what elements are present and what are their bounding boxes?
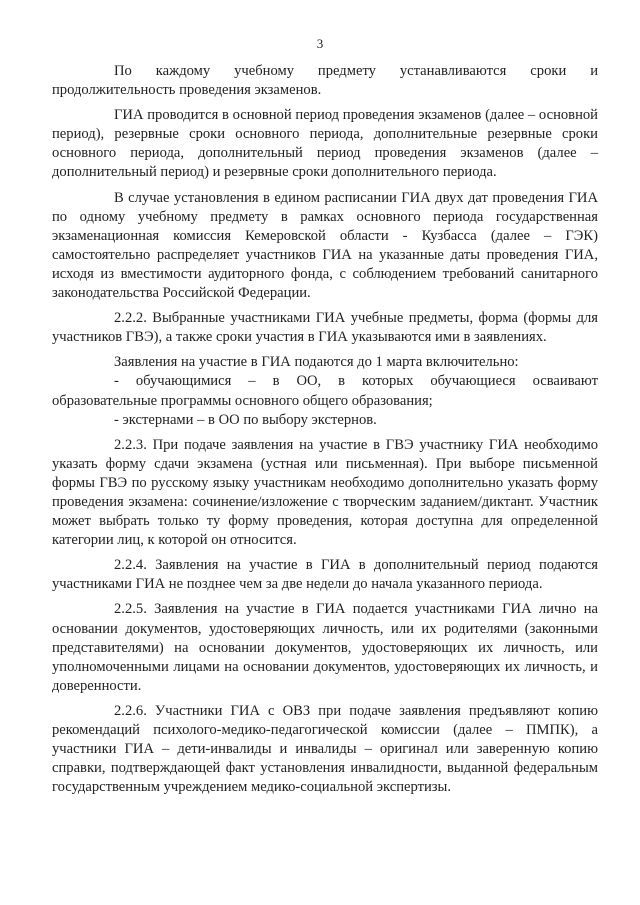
list-item-students: - обучающимися – в ОО, в которых обучающиеся осваивают образовательные программы основного общего образования;	[52, 373, 598, 409]
document-body	[52, 62, 598, 797]
paragraph-gia-periods: ГИА проводится в основной период проведения экзаменов (далее – основной период), резервные сроки основного периода, дополнительные резервные сроки основного периода, дополнительный период проведения экзаменов (далее – дополнительный период) и резервные сроки дополнительного периода.	[52, 107, 598, 181]
paragraph-2-2-4: 2.2.4. Заявления на участие в ГИА в дополнительный период подаются участниками ГИА не позднее чем за две недели до начала указанного периода.	[52, 557, 598, 593]
paragraph-2-2-2: 2.2.2. Выбранные участниками ГИА учебные предметы, форма (формы для участников ГВЭ), а также сроки участия в ГИА указываются ими в заявлениях.	[52, 310, 598, 346]
paragraph-2-2-5: 2.2.5. Заявления на участие в ГИА подается участниками ГИА лично на основании документов, удостоверяющих личность, или их родителями (законными представителями) на основании документов, удостоверяющих их личность, или уполномоченными лицами на основании документов, удостоверяющих их личность, и доверенности.	[52, 601, 598, 694]
paragraph-exam-periods-intro: По каждому учебному предмету устанавливаются сроки и продолжительность проведения экзаменов.	[52, 63, 598, 99]
list-item-externs: - экстернами – в ОО по выбору экстернов.	[114, 411, 377, 428]
page-number: 3	[316, 36, 324, 51]
paragraph-2-2-3: 2.2.3. При подаче заявления на участие в ГВЭ участнику ГИА необходимо указать форму сдачи экзамена (устная или письменная). При выборе письменной формы ГВЭ по русскому языку участникам необходимо дополнительно указать форму проведения экзамена: сочинение/изложение с творческим заданием/диктант. Участник может выбрать только ту форму проведения, которая доступна для определенной категории лиц, к которой он относится.	[52, 436, 598, 549]
paragraph-2-2-6: 2.2.6. Участники ГИА с ОВЗ при подаче заявления предъявляют копию рекомендаций психолого-медико-педагогической комиссии (далее – ПМПК), а участники ГИА – дети-инвалиды и инвалиды – оригинал или заверенную копию справки, подтверждающей факт установления инвалидности, выданной федеральным государственным учреждением медико-социальной экспертизы.	[52, 702, 598, 796]
paragraph-gek-distribution: В случае установления в едином расписании ГИА двух дат проведения ГИА по одному учебному предмету в рамках основного периода государственная экзаменационная комиссия Кемеровской области - Кузбасса (далее – ГЭК) самостоятельно распределяет участников ГИА на указанные даты проведения ГИА, исходя из вместимости аудиторного фонда, с соблюдением требований санитарного законодательства Российской Федерации.	[52, 189, 598, 302]
paragraph-application-deadline: Заявления на участие в ГИА подаются до 1 марта включительно:	[114, 354, 519, 371]
